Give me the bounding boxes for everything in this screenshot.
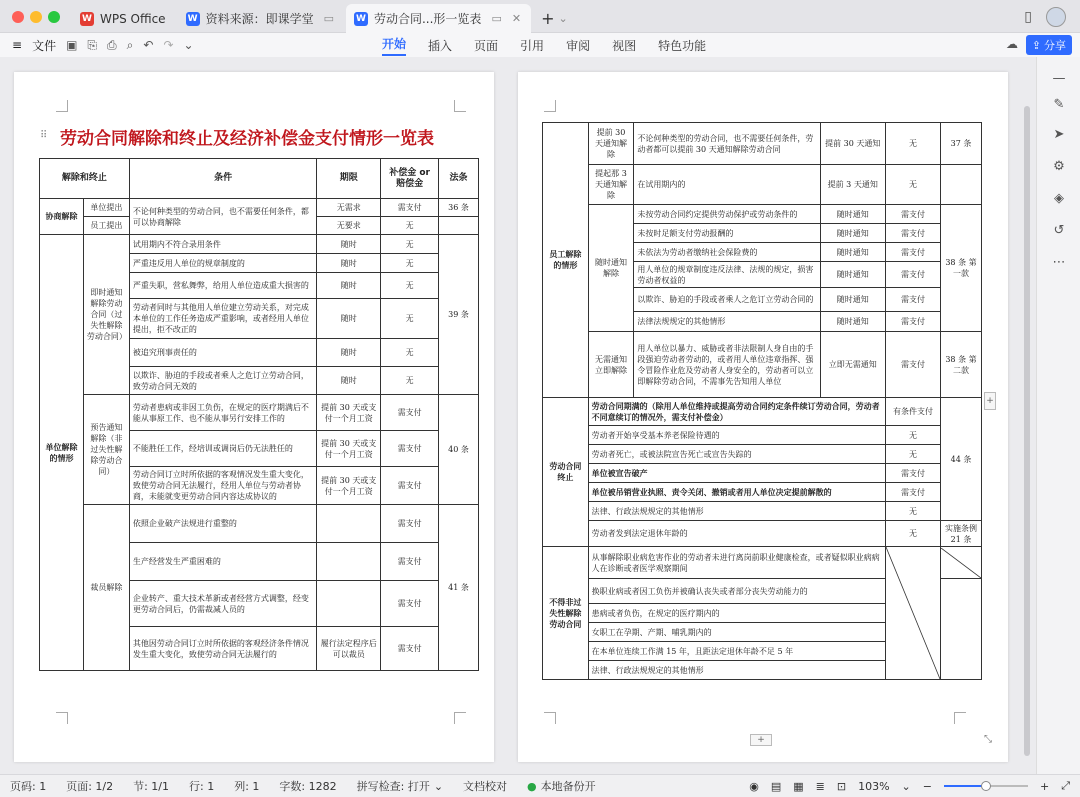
cell-condition: 企业转产、重大技术革新或者经营方式调整，经变更劳动合同后，仍需裁减人员的 <box>129 581 316 627</box>
avatar[interactable] <box>1046 7 1066 27</box>
cell-period: 提前 30 天或支付一个月工资 <box>317 431 381 467</box>
pen-icon[interactable]: ✎ <box>1053 97 1065 112</box>
cell-condition: 单位被吊销营业执照、责令关闭、撤销或者用人单位决定提前解散的 <box>588 483 885 502</box>
view-controls <box>749 775 1070 797</box>
cell-period: 提前 3 天通知 <box>820 165 885 205</box>
cell-law: 36 条 <box>439 199 479 217</box>
close-tab-icon[interactable]: ✕ <box>511 12 522 25</box>
cell-period: 随时 <box>317 299 381 339</box>
monitor-icon: ▭ <box>323 12 334 25</box>
tab-view[interactable]: 视图 <box>612 38 637 53</box>
web-view-icon[interactable]: ▦ <box>793 779 804 793</box>
tab-wps-office[interactable] <box>72 4 176 33</box>
zoom-slider-fill <box>944 785 986 787</box>
more-icon[interactable]: ⋯ <box>1052 255 1066 270</box>
new-tab-button[interactable] <box>533 4 578 33</box>
tab-home[interactable]: 开始 <box>382 35 406 56</box>
cell-compensation: 需支付 <box>885 288 940 312</box>
cell-period: 随时 <box>317 235 381 254</box>
cell-condition: 不能胜任工作，经培训或调岗后仍无法胜任的 <box>129 431 316 467</box>
page-corner-mark <box>56 100 68 112</box>
share-icon: ⇪ <box>1031 38 1041 52</box>
cell-condition: 以欺诈、胁迫的手段或者乘人之危订立劳动合同的 <box>634 288 820 312</box>
titlebar-actions <box>1024 0 1080 33</box>
cell-period: 提前 30 天或支付一个月工资 <box>317 395 381 431</box>
cell-compensation: 无 <box>885 426 940 445</box>
cell-condition: 劳动者死亡，或被法院宣告死亡或宣告失踪的 <box>588 445 885 464</box>
cell-period <box>317 581 381 627</box>
cell-law: 41 条 <box>439 505 479 671</box>
file-menu[interactable]: 文件 <box>32 38 57 53</box>
tab-label: WPS Office <box>100 11 166 26</box>
cell-condition: 严重违反用人单位的规章制度的 <box>129 254 316 273</box>
cell-condition: 在试用期内的 <box>634 165 820 205</box>
pointer-icon[interactable]: ➤ <box>1053 127 1065 142</box>
cell-compensation: 无 <box>381 339 439 367</box>
tab-review[interactable]: 审阅 <box>566 38 591 53</box>
status-words[interactable]: 字数: 1282 <box>279 780 337 793</box>
tab-label: 资料来源：即课学堂 <box>205 12 314 26</box>
table-drag-handle-icon[interactable]: ⠿ <box>40 130 48 141</box>
cell-condition: 换职业病或者因工负伤并被确认丧失或者部分丧失劳动能力的 <box>588 579 885 604</box>
cell-compensation: 无 <box>885 165 940 205</box>
sub-label: 员工提出 <box>83 217 129 235</box>
cell-condition: 被追究刑事责任的 <box>129 339 316 367</box>
backup-label: 本地备份开 <box>540 780 596 793</box>
cell-condition: 劳动者同时与其他用人单位建立劳动关系，对完成本单位的工作任务造成严重影响，或者经用人单位提出，拒不改正的 <box>129 299 316 339</box>
tab-insert[interactable]: 插入 <box>428 38 453 53</box>
sub-label: 裁员解除 <box>83 505 129 671</box>
cell-compensation: 需支付 <box>885 464 940 483</box>
sub-label: 预告通知解除（非过失性解除劳动合同） <box>83 395 129 505</box>
cell-compensation: 需支付 <box>381 395 439 431</box>
status-col: 列: 1 <box>234 780 260 793</box>
diagonal-cell <box>885 547 940 680</box>
cell-condition: 法律法规规定的其他情形 <box>634 312 820 332</box>
window-minimize-button[interactable] <box>30 11 42 23</box>
tab-page[interactable]: 页面 <box>474 38 499 53</box>
document-workspace[interactable] <box>0 57 1036 774</box>
cell-condition: 患病或者负伤，在规定的医疗期内的 <box>588 604 885 623</box>
cell-law: 39 条 <box>439 235 479 395</box>
vertical-scrollbar[interactable] <box>1024 70 1030 760</box>
status-page-code: 页码: 1 <box>10 780 47 793</box>
header-period: 期限 <box>317 159 381 199</box>
spell-check-label: 拼写检查: 打开 <box>356 780 430 793</box>
cell-condition: 劳动合同期满的（除用人单位维持或提高劳动合同约定条件续订劳动合同，劳动者不同意续订的情况外，需支付补偿金） <box>588 398 885 426</box>
tab-current-doc[interactable] <box>346 4 531 33</box>
page-corner-mark <box>954 712 966 724</box>
quick-toolbar <box>12 33 194 57</box>
cell-condition: 劳动合同订立时所依据的客观情况发生重大变化，致使劳动合同无法履行，经用人单位与劳动者协商，未能就变更劳动合同内容达成协议的 <box>129 467 316 505</box>
wps-logo-icon: W <box>80 12 94 26</box>
cell-period: 随时 <box>317 339 381 367</box>
cell-period: 无要求 <box>317 217 381 235</box>
diagonal-line <box>886 547 940 679</box>
page-corner-mark <box>56 712 68 724</box>
plus-icon: + <box>541 9 555 28</box>
cell-compensation: 需支付 <box>885 243 940 262</box>
tab-source-doc[interactable] <box>178 4 344 33</box>
layout-icon[interactable]: ▯ <box>1024 8 1032 25</box>
page-corner-mark <box>544 712 556 724</box>
cell-period: 随时 <box>317 273 381 299</box>
cell-condition: 以欺诈、胁迫的手段或者乘人之危订立劳动合同，致劳动合同无效的 <box>129 367 316 395</box>
cell-condition: 从事解除职业病危害作业的劳动者未进行离岗前职业健康检查，或者疑似职业病病人在诊断或者医学观察期间 <box>588 547 885 579</box>
page-view-icon[interactable]: ▤ <box>770 779 782 793</box>
cell-condition: 用人单位以暴力、威胁或者非法限制人身自由的手段强迫劳动者劳动的，或者用人单位违章指挥、强令冒险作业危及劳动者人身安全的，劳动者可以立即解除劳动合同，不需事先告知用人单位 <box>634 332 820 398</box>
zoom-slider-knob[interactable] <box>981 781 991 791</box>
tab-features[interactable]: 特色功能 <box>658 38 707 53</box>
fit-icon[interactable]: ⊡ <box>836 779 847 793</box>
page-corner-mark <box>454 100 466 112</box>
writer-doc-icon: W <box>354 12 368 26</box>
cell-law-empty <box>439 217 479 235</box>
cell-compensation: 需支付 <box>381 505 439 543</box>
cell-period: 随时通知 <box>820 224 885 243</box>
diagonal-cell <box>940 547 981 579</box>
cell-compensation: 需支付 <box>381 431 439 467</box>
cell-period: 随时 <box>317 367 381 395</box>
sliders-icon[interactable]: ⚙ <box>1053 159 1065 174</box>
cell-compensation: 需支付 <box>885 262 940 288</box>
status-pages: 页面: 1/2 <box>66 780 114 793</box>
cell-condition: 生产经营发生严重困难的 <box>129 543 316 581</box>
cell-compensation: 无 <box>381 367 439 395</box>
cell-condition: 用人单位的规章制度违反法律、法规的规定，损害劳动者权益的 <box>634 262 820 288</box>
cell-compensation: 需支付 <box>885 312 940 332</box>
cell-condition: 试用期内不符合录用条件 <box>129 235 316 254</box>
sub-label: 提前 30 天通知解除 <box>588 123 634 165</box>
cell-compensation: 无 <box>885 123 940 165</box>
cell-law: 38 条 第二款 <box>940 332 981 398</box>
cell-compensation: 无 <box>381 254 439 273</box>
title-bar <box>0 0 1080 33</box>
header-compensation: 补偿金 or 赔偿金 <box>381 159 439 199</box>
chevron-down-icon[interactable]: ⌄ <box>183 38 194 52</box>
sub-label: 随时通知解除 <box>588 205 634 332</box>
add-column-button[interactable]: + <box>984 392 996 410</box>
header-law: 法条 <box>439 159 479 199</box>
cell-period: 提前 30 天或支付一个月工资 <box>317 467 381 505</box>
outline-icon[interactable]: ≣ <box>815 779 825 793</box>
cell-compensation: 无 <box>885 502 940 521</box>
sub-label: 无需通知立即解除 <box>588 332 634 398</box>
cell-period: 无需求 <box>317 199 381 217</box>
cell-condition: 法律、行政法规规定的其他情形 <box>588 502 885 521</box>
diagonal-line <box>941 548 981 578</box>
cell-condition: 法律、行政法规规定的其他情形 <box>588 661 885 680</box>
group-xieshang: 协商解除 <box>40 199 84 235</box>
resize-handle-icon[interactable]: ⤡ <box>984 734 992 745</box>
scrollbar-thumb[interactable] <box>1024 106 1030 756</box>
writer-doc-icon: W <box>186 12 200 26</box>
cell-condition: 未按时足额支付劳动报酬的 <box>634 224 820 243</box>
cell-compensation: 无 <box>885 445 940 464</box>
cell-period: 随时通知 <box>820 243 885 262</box>
zoom-level[interactable]: 103% <box>858 779 890 793</box>
group-yuangong: 员工解除的情形 <box>543 123 589 398</box>
status-section: 节: 1/1 <box>133 780 170 793</box>
status-row: 行: 1 <box>189 780 215 793</box>
group-danwei: 单位解除的情形 <box>40 235 84 671</box>
proofread-button[interactable]: 文档校对 <box>463 780 508 793</box>
cell-law-empty <box>940 165 981 205</box>
cell-condition: 其他因劳动合同订立时所依据的客观经济条件情况发生重大变化，致使劳动合同无法履行的 <box>129 627 316 671</box>
cell-compensation: 无 <box>381 217 439 235</box>
window-maximize-button[interactable] <box>48 11 60 23</box>
redo-icon[interactable]: ↷ <box>163 38 174 52</box>
chevron-down-icon: ⌄ <box>433 779 444 793</box>
cell-condition: 未按劳动合同约定提供劳动保护或劳动条件的 <box>634 205 820 224</box>
cell-compensation: 需支付 <box>885 332 940 398</box>
tab-strip <box>72 4 580 33</box>
page-title: 劳动合同解除和终止及经济补偿金支付情形一览表 <box>60 129 434 149</box>
zoom-slider[interactable] <box>944 785 1028 787</box>
chevron-down-icon[interactable]: ⌄ <box>901 779 911 793</box>
sub-label: 提起那 3 天通知解除 <box>588 165 634 205</box>
cell-condition: 依照企业破产法规进行重整的 <box>129 505 316 543</box>
cell-condition: 在本单位连续工作满 15 年，且距法定退休年龄不足 5 年 <box>588 642 885 661</box>
cell-condition: 单位被宣告破产 <box>588 464 885 483</box>
sub-label: 单位提出 <box>83 199 129 217</box>
ai-assistant-icon[interactable]: ◈ <box>1054 191 1064 206</box>
page-1[interactable] <box>14 72 494 762</box>
preview-icon[interactable]: ⌕ <box>126 37 134 52</box>
table-page-1 <box>39 158 479 671</box>
fullscreen-icon[interactable]: ⤢ <box>1061 779 1070 792</box>
zoom-in-icon[interactable]: + <box>1039 779 1050 793</box>
cell-condition: 不论何种类型的劳动合同，也不需要任何条件，劳动者都可以提前 30 天通知解除劳动合同 <box>634 123 820 165</box>
cell-compensation: 有条件支付 <box>885 398 940 426</box>
share-button[interactable]: ⇪ 分享 <box>1026 35 1072 55</box>
eye-icon[interactable]: ◉ <box>749 779 759 793</box>
ribbon <box>0 33 1080 57</box>
minimize-panel-icon[interactable]: — <box>1052 71 1066 86</box>
cell-compensation: 需支付 <box>381 581 439 627</box>
cell-compensation: 无 <box>381 235 439 254</box>
cell-compensation: 需支付 <box>381 543 439 581</box>
cell-compensation: 无 <box>381 273 439 299</box>
cell-period: 立即无需通知 <box>820 332 885 398</box>
sub-label: 即时通知解除劳动合同（过失性解除劳动合同） <box>83 235 129 395</box>
cell-period: 随时 <box>317 254 381 273</box>
header-condition: 条件 <box>129 159 316 199</box>
save-icon[interactable]: ▣ <box>66 38 78 52</box>
status-bar <box>0 774 1080 797</box>
backup-status[interactable] <box>517 778 606 794</box>
print-icon[interactable]: ⎙ <box>107 37 117 52</box>
tab-references[interactable]: 引用 <box>520 38 545 53</box>
menu-icon[interactable]: ≡ <box>12 38 23 52</box>
page-2[interactable] <box>518 72 1008 762</box>
spell-check-toggle[interactable] <box>347 778 453 794</box>
tab-label: 劳动合同...形一览表 <box>373 12 482 26</box>
cell-period <box>317 543 381 581</box>
cell-condition: 未依法为劳动者缴纳社会保险费的 <box>634 243 820 262</box>
cell-period <box>317 505 381 543</box>
cell-law: 40 条 <box>439 395 479 505</box>
group-budeli: 不得非过失性解除劳动合同 <box>543 547 589 680</box>
chevron-down-icon: ⌄ <box>558 12 568 25</box>
cell-condition: 劳动者患病或非因工负伤，在规定的医疗期满后不能从事原工作、也不能从事另行安排工作的 <box>129 395 316 431</box>
cell-period: 随时通知 <box>820 288 885 312</box>
cell-compensation: 需支付 <box>885 205 940 224</box>
cell-compensation: 需支付 <box>885 224 940 243</box>
check-circle-icon: ● <box>527 779 537 793</box>
right-toolbar <box>1036 57 1080 774</box>
cell-law: 实施条例 21 条 <box>940 521 981 547</box>
cell-law-empty <box>940 579 981 680</box>
cell-period: 提前 30 天通知 <box>820 123 885 165</box>
cell-period: 随时通知 <box>820 262 885 288</box>
cell-condition: 女职工在孕期、产期、哺乳期内的 <box>588 623 885 642</box>
cell-compensation: 无 <box>885 521 940 547</box>
cell-law: 37 条 <box>940 123 981 165</box>
cell-period: 履行法定程序后可以裁员 <box>317 627 381 671</box>
cell-condition: 劳动者开始享受基本养老保险待遇的 <box>588 426 885 445</box>
page-corner-mark <box>454 712 466 724</box>
cell-law: 44 条 <box>940 398 981 521</box>
zoom-out-icon[interactable]: − <box>922 779 932 793</box>
cell-period: 随时通知 <box>820 312 885 332</box>
cell-compensation: 需支付 <box>381 199 439 217</box>
cell-condition: 严重失职，营私舞弊，给用人单位造成重大损害的 <box>129 273 316 299</box>
cell-condition: 劳动者发到法定退休年龄的 <box>588 521 885 547</box>
cell-compensation: 需支付 <box>381 467 439 505</box>
group-zhongzhi: 劳动合同终止 <box>543 398 589 547</box>
window-close-button[interactable] <box>12 11 24 23</box>
table-page-2 <box>542 122 982 680</box>
undo-icon[interactable]: ↶ <box>143 38 154 52</box>
cell-law: 38 条 第一款 <box>940 205 981 332</box>
history-icon[interactable]: ↺ <box>1053 223 1065 238</box>
export-icon[interactable]: ⎘ <box>87 37 98 52</box>
cell-compensation: 无 <box>381 299 439 339</box>
monitor-icon: ▭ <box>491 12 502 25</box>
header-type: 解除和终止 <box>40 159 130 199</box>
ribbon-tabs <box>382 33 706 57</box>
cell-period: 随时通知 <box>820 205 885 224</box>
cell-condition: 不论何种类型的劳动合同，也不需要任何条件，都可以协商解除 <box>129 199 316 235</box>
cloud-icon[interactable]: ☁ <box>1006 37 1018 51</box>
cell-compensation: 需支付 <box>381 627 439 671</box>
add-row-button[interactable]: + <box>750 734 772 746</box>
cell-compensation: 需支付 <box>885 483 940 502</box>
page-corner-mark <box>544 100 556 112</box>
